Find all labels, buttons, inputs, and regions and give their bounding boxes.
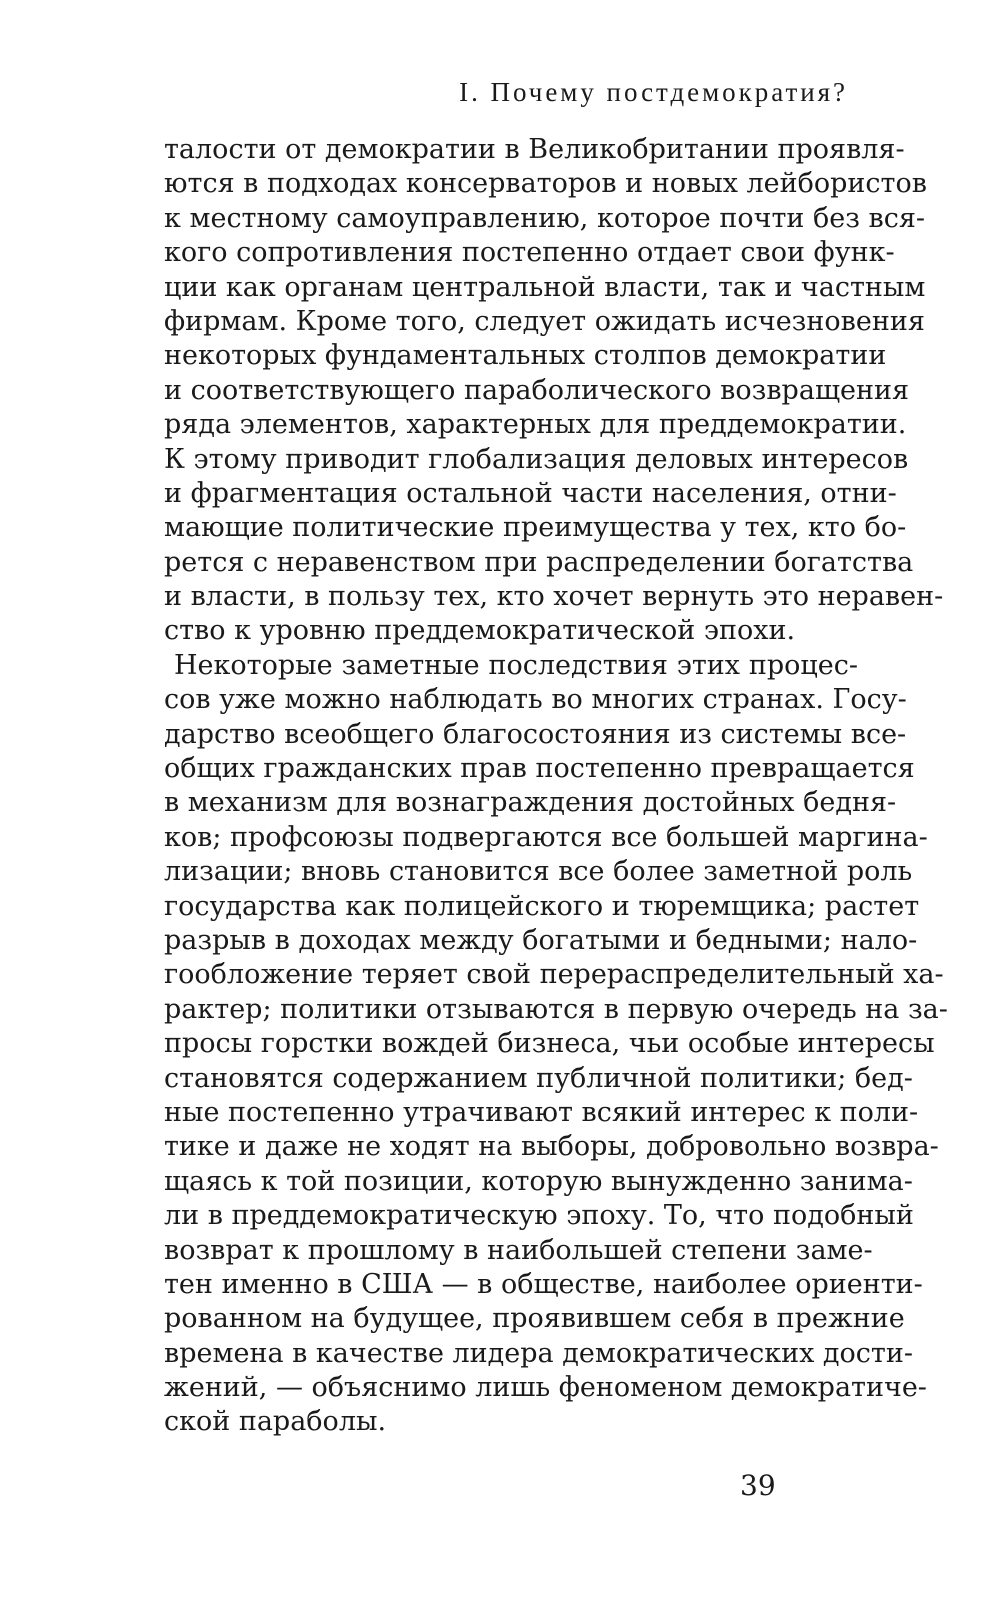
- text-line: сов уже можно наблюдать во многих странах. Госу-: [164, 684, 907, 716]
- text-line: талости от демократии в Великобритании проявля-: [164, 134, 905, 165]
- text-line: становятся содержанием публичной политики; бед-: [164, 1062, 913, 1094]
- text-line: и фрагментация остальной части населения, отни-: [164, 477, 897, 509]
- text-line: ской параболы.: [164, 1406, 387, 1438]
- text-line: ются в подходах консерваторов и новых лейбористов: [164, 168, 927, 200]
- body-text: [164, 133, 948, 1440]
- text-line: в механизм для вознаграждения достойных бедня-: [164, 787, 897, 819]
- running-header: I. Почему постдемократия?: [459, 77, 848, 107]
- text-line: государства как полицейского и тюремщика; растет: [164, 890, 920, 922]
- text-line: к местному самоуправлению, которое почти без вся-: [164, 202, 926, 234]
- text-line: ли в преддемократическую эпоху. То, что подобный: [164, 1200, 914, 1232]
- text-line: кого сопротивления постепенно отдает свои функ-: [164, 237, 895, 269]
- text-line: рованном на будущее, проявившем себя в прежние: [164, 1303, 905, 1335]
- text-line: ряда элементов, характерных для преддемократии.: [164, 409, 907, 441]
- text-line: времена в качестве лидера демократических дости-: [164, 1337, 913, 1369]
- text-line: просы горстки вождей бизнеса, чьи особые интересы: [164, 1028, 935, 1060]
- text-line: и соответствующего параболического возвращения: [164, 374, 910, 406]
- paragraph-1: [164, 133, 944, 649]
- text-line: общих гражданских прав постепенно превращается: [164, 753, 915, 785]
- text-line: рется с неравенством при распределении богатства: [164, 546, 914, 578]
- text-line: Некоторые заметные последствия этих процес-: [174, 649, 858, 681]
- text-line: тике и даже не ходят на выборы, добровольно возвра-: [164, 1131, 939, 1163]
- text-line: ные постепенно утрачивают всякий интерес к поли-: [164, 1096, 919, 1128]
- text-line: жений, — объяснимо лишь феноменом демократиче-: [164, 1372, 927, 1404]
- text-line: ство к уровню преддемократической эпохи.: [164, 615, 796, 647]
- text-line: гообложение теряет свой перераспределительный ха-: [164, 959, 944, 991]
- text-line: некоторых фундаментальных столпов демократии: [164, 340, 887, 372]
- text-line: ции как органам центральной власти, так и частным: [164, 271, 926, 303]
- text-line: мающие политические преимущества у тех, кто бо-: [164, 512, 907, 544]
- text-line: ков; профсоюзы подвергаются все большей маргина-: [164, 821, 928, 853]
- text-line: рактер; политики отзываются в первую очередь на за-: [164, 993, 948, 1025]
- text-line: дарство всеобщего благосостояния из системы все-: [164, 718, 907, 750]
- text-line: и власти, в пользу тех, кто хочет вернуть это неравен-: [164, 581, 944, 613]
- text-line: фирмам. Кроме того, следует ожидать исчезновения: [164, 305, 925, 337]
- text-line: тен именно в США — в обществе, наиболее ориенти-: [164, 1268, 923, 1300]
- text-line: лизации; вновь становится все более заметной роль: [164, 856, 913, 888]
- page-number: 39: [740, 1469, 776, 1502]
- text-line: разрыв в доходах между богатыми и бедными; нало-: [164, 924, 918, 956]
- text-line: щаясь к той позиции, которую вынужденно занима-: [164, 1165, 913, 1197]
- text-line: возврат к прошлому в наибольшей степени заме-: [164, 1234, 873, 1266]
- text-line: К этому приводит глобализация деловых интересов: [164, 443, 909, 475]
- paragraph-2: [164, 649, 948, 1440]
